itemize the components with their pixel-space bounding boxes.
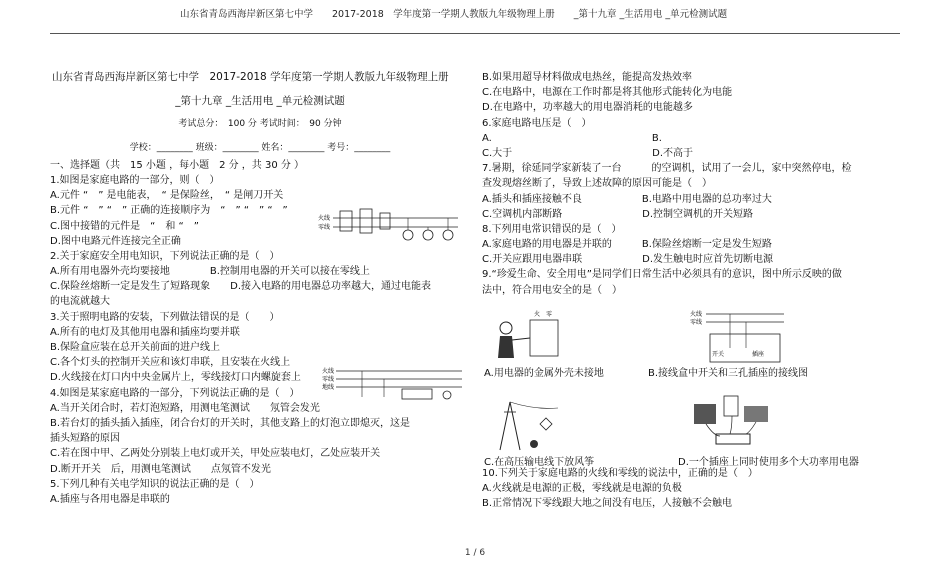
- q9a-fire-label: 火: [534, 311, 541, 318]
- question-line: B.正常情况下零线跟大地之间没有电压，人接触不会触电: [482, 498, 733, 510]
- title-line-1: 山东省青岛西海岸新区第七中学 2017-2018 学年度第一学期人教版九年级物理上册: [52, 71, 449, 83]
- q4-earth-label: 地线: [322, 384, 335, 391]
- question-line: D.在电路中，功率越大的用电器消耗的电能越多: [482, 102, 693, 114]
- question-line: C.图中接错的元件是 “ 和 “ ”: [50, 220, 199, 232]
- q4-live-label: 火线: [322, 368, 335, 375]
- question-line: B.如果用超导材料做成电热丝，能提高发热效率: [482, 72, 693, 83]
- question-line: 1.如图是家庭电路的一部分，则（ ）: [50, 174, 220, 186]
- q4-neutral-label: 零线: [322, 376, 335, 383]
- q9-option-d: D.一个插座上同时使用多个大功率用电器: [678, 457, 859, 468]
- question-line: 6.家庭电路电压是（ ）: [482, 117, 592, 129]
- question-line: 5.下列几种有关电学知识的说法正确的是（ ）: [50, 478, 260, 490]
- q9-option-a: A.用电器的金属外壳未接地: [484, 368, 604, 379]
- title-line-2: _第十九章 _生活用电 _单元检测试题: [175, 95, 345, 108]
- q9b-switch-label: 开关: [712, 351, 725, 358]
- question-line: A.插头和插座接触不良 B.电路中用电器的总功率过大: [482, 193, 772, 205]
- q9b-neutral-label: 零线: [690, 319, 703, 326]
- q1-neutral-label: 零线: [318, 224, 331, 231]
- question-line: D.图中电路元件连接完全正确: [50, 235, 181, 247]
- q9-option-b: B.接线盒中开关和三孔插座的接线图: [648, 368, 809, 379]
- question-line: 7.暑期，徐延同学家新装了一台 的空调机，试用了一会儿，家中突然停电，检: [482, 163, 852, 175]
- question-line: C.若在图中甲、乙两处分别装上电灯或开关，甲处应装电灯，乙处应装开关: [50, 448, 381, 460]
- question-line: C.保险丝熔断一定是发生了短路现象 D.接入电路的用电器总功率越大，通过电能表: [50, 281, 432, 293]
- right-tail-lines: [482, 466, 902, 512]
- q4-circuit-figure: [322, 365, 464, 401]
- student-fields: 学校：________ 班级：________ 姓名：________ 考号：________: [129, 142, 391, 153]
- exam-info: 考试总分： 100 分 考试时间： 90 分钟: [178, 119, 342, 130]
- question-line: A.所有用电器外壳均要接地 B.控制用电器的开关可以接在零线上: [50, 266, 370, 278]
- question-line: 9.“珍爱生命、安全用电”是同学们日常生活中必须具有的意识，图中所示反映的做: [482, 269, 842, 281]
- question-line: A.家庭电路的用电器是并联的 B.保险丝熔断一定是发生短路: [482, 239, 772, 251]
- q1-circuit-figure: [318, 205, 460, 245]
- question-line: 的电流就越大: [50, 296, 110, 308]
- question-line: C.大于 D.不高于: [482, 147, 694, 159]
- q9-option-c: C.在高压输电线下放风筝: [484, 457, 595, 468]
- right-tail: [482, 466, 902, 512]
- question-line: A.插座与各用电器是串联的: [50, 493, 170, 505]
- question-line: 10.下列关于家庭电路的火线和零线的说法中，正确的是（ ）: [482, 468, 758, 479]
- q9b-live-label: 火线: [690, 311, 703, 318]
- question-line: A. B.: [482, 132, 662, 144]
- q9-figure-a: [486, 308, 576, 364]
- header-rule: [50, 33, 900, 34]
- right-column: [482, 70, 902, 298]
- q9-figure-c: [490, 398, 560, 452]
- question-line: C.各个灯头的控制开关应和该灯串联，且安装在火线上: [50, 357, 291, 369]
- running-header-text: 山东省青岛西海岸新区第七中学 2017-2018 学年度第一学期人教版九年级物理上册 _第十九章 _生活用电 _单元检测试题: [180, 9, 728, 20]
- question-line: 2.关于家庭安全用电知识，下列说法正确的是（ ）: [50, 250, 280, 262]
- q9-figure-d: [690, 392, 776, 452]
- question-line: 8.下列用电常识错误的是（ ）: [482, 223, 622, 235]
- question-line: C.空调机内部断路 D.控制空调机的开关短路: [482, 208, 754, 220]
- question-line: D.断开开关 后，用测电笔测试 点氖管不发光: [50, 463, 271, 475]
- question-line: 3.关于照明电路的安装，下列做法错误的是（ ）: [50, 311, 280, 323]
- question-line: B.保险盒应装在总开关前面的进户线上: [50, 342, 221, 353]
- question-line: A.火线就是电源的正极，零线就是电源的负极: [482, 483, 682, 495]
- q9-figure-b: [690, 308, 786, 364]
- question-line: A.元件 “ ” 是电能表， “ 是保险丝， “ 是闸刀开关: [50, 190, 284, 202]
- running-header: [0, 0, 950, 24]
- question-line: 查发现熔丝断了，导致上述故障的原因可能是（ ）: [482, 178, 712, 190]
- question-line: A.所有的电灯及其他用电器和插座均要并联: [50, 326, 240, 338]
- page-number: 1 / 6: [464, 548, 486, 558]
- question-line: 一、选择题（共 15 小题 ，每小题 2 分 ，共 30 分 ）: [50, 159, 305, 171]
- question-line: C.在电路中，电源在工作时都是将其他形式能转化为电能: [482, 87, 733, 99]
- question-line: B.若台灯的插头插入插座，闭合台灯的开关时，其他支路上的灯泡立即熄灭，这是: [50, 417, 411, 429]
- q9b-socket-label: 插座: [752, 351, 765, 358]
- question-line: 法中，符合用电安全的是（ ）: [482, 284, 622, 296]
- q1-live-label: 火线: [318, 215, 331, 222]
- left-column: [50, 70, 470, 507]
- question-line: A.当开关闭合时，若灯泡短路，用测电笔测试 氖管会发光: [50, 402, 320, 414]
- question-line: B.元件 “ ” “ ” 正确的连接顺序为 “ ” “ ” “ ”: [50, 205, 288, 217]
- question-line: 插头短路的原因: [50, 433, 120, 445]
- question-line: D.火线接在灯口内中央金属片上，零线接灯口内螺旋套上: [50, 372, 301, 384]
- right-question-lines: [482, 70, 902, 298]
- question-line: 4.如图是某家庭电路的一部分，下列说法正确的是（ ）: [50, 387, 300, 399]
- q9a-zero-label: 零: [546, 311, 553, 318]
- question-line: C.开关应跟用电器串联 D.发生触电时应首先切断电源: [482, 254, 774, 266]
